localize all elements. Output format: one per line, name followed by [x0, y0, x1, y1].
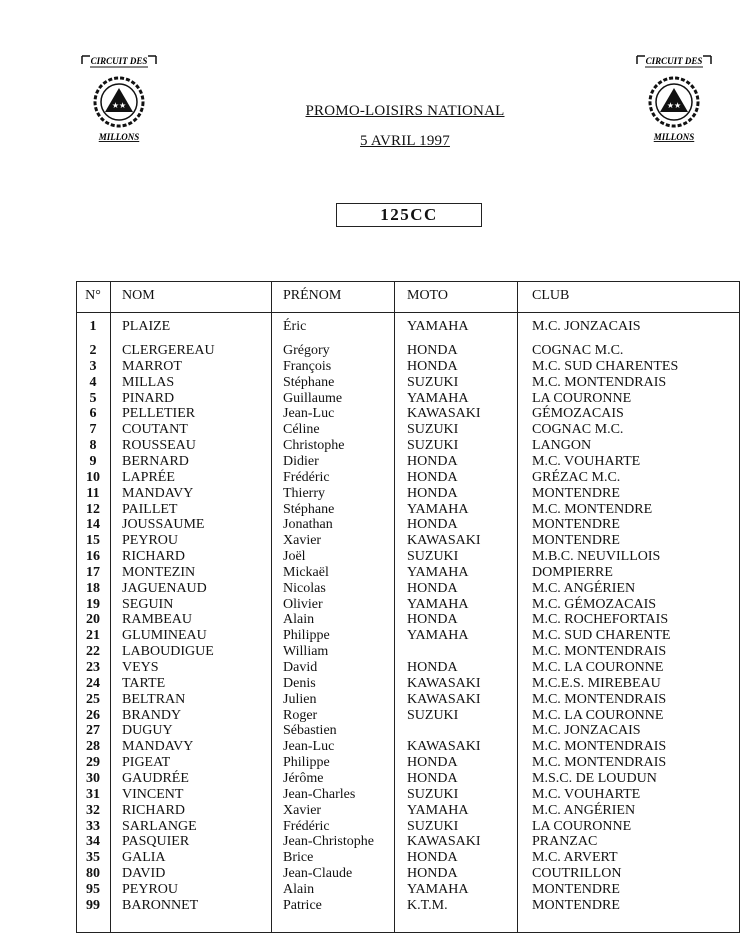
rider-lastname: PASQUIER — [122, 834, 190, 850]
rider-firstname: Philippe — [283, 755, 330, 771]
rider-number: 23 — [86, 660, 100, 675]
rider-club: DOMPIERRE — [532, 564, 613, 580]
table-row — [76, 882, 740, 898]
event-title — [30, 103, 750, 120]
rider-number: 24 — [86, 675, 100, 691]
rider-club: M.C. VOUHARTE — [532, 786, 641, 802]
rider-club: MONTENDRE — [532, 485, 620, 501]
column-header-nom: NOM — [122, 288, 155, 303]
table-row — [76, 771, 740, 787]
rider-firstname: Guillaume — [283, 390, 343, 406]
table-row — [76, 850, 740, 866]
rider-firstname: Jean-Luc — [283, 739, 335, 755]
rider-number: 35 — [86, 850, 100, 866]
rider-lastname: ROUSSEAU — [122, 438, 196, 454]
rider-lastname: COUTANT — [122, 422, 188, 438]
table-row — [76, 898, 740, 914]
rider-club: M.C. ANGÉRIEN — [532, 580, 636, 596]
rider-lastname: MONTEZIN — [122, 564, 196, 580]
table-row — [76, 470, 740, 486]
rider-number: 18 — [86, 580, 100, 596]
rider-bike: KAWASAKI — [407, 533, 481, 549]
rider-bike: SUZUKI — [407, 422, 459, 438]
rider-number: 22 — [86, 644, 100, 660]
rider-lastname: BERNARD — [122, 453, 189, 469]
rider-bike: YAMAHA — [407, 802, 469, 818]
rider-firstname: Philippe — [283, 628, 330, 644]
rider-firstname: Jean-Charles — [283, 786, 356, 802]
table-row — [76, 565, 740, 581]
rider-club: M.C. JONZACAIS — [532, 723, 641, 739]
rider-number: 3 — [89, 358, 97, 374]
rider-club: PRANZAC — [532, 834, 598, 850]
table-row — [76, 739, 740, 755]
rider-club: GÉMOZACAIS — [532, 406, 624, 422]
rider-club: COGNAC M.C. — [532, 422, 624, 438]
rider-lastname: DUGUY — [122, 723, 173, 739]
rider-lastname: DAVID — [122, 866, 166, 881]
rider-firstname: Joël — [283, 549, 306, 564]
rider-firstname: William — [283, 644, 329, 660]
table-row — [76, 581, 740, 597]
rider-firstname: Xavier — [283, 533, 322, 549]
rider-firstname: Mickaël — [283, 564, 329, 580]
column-header-num: N° — [85, 288, 101, 303]
rider-bike: HONDA — [407, 770, 458, 786]
svg-text:★★: ★★ — [111, 101, 127, 110]
rider-lastname: JAGUENAUD — [122, 580, 207, 596]
rider-firstname: Alain — [283, 881, 315, 897]
rider-number: 17 — [86, 564, 100, 580]
table-row — [76, 343, 740, 359]
rider-club: MONTENDRE — [532, 533, 620, 549]
rider-number: 1 — [89, 319, 97, 334]
rider-number: 8 — [89, 438, 97, 454]
rider-lastname: RAMBEAU — [122, 612, 193, 628]
rider-number: 29 — [86, 755, 100, 771]
rider-number: 16 — [86, 549, 100, 564]
rider-club: M.C. MONTENDRAIS — [532, 374, 667, 390]
rider-lastname: PEYROU — [122, 881, 179, 897]
rider-number: 7 — [89, 422, 97, 438]
table-row — [76, 406, 740, 422]
table-row — [76, 723, 740, 739]
rider-lastname: BRANDY — [122, 707, 182, 723]
rider-firstname: Jean-Christophe — [283, 834, 374, 850]
rider-number: 20 — [86, 612, 100, 628]
rider-number: 10 — [86, 469, 100, 485]
rider-lastname: VEYS — [122, 660, 159, 675]
rider-bike: HONDA — [407, 453, 458, 469]
rider-number: 25 — [86, 691, 100, 707]
rider-lastname: BARONNET — [122, 897, 199, 913]
rider-lastname: RICHARD — [122, 549, 186, 564]
rider-bike: HONDA — [407, 358, 458, 374]
table-row — [76, 676, 740, 692]
rider-club: LANGON — [532, 438, 592, 454]
rider-club: M.C. MONTENDRAIS — [532, 691, 667, 707]
rider-lastname: BELTRAN — [122, 691, 186, 707]
rider-club: M.C. LA COURONNE — [532, 660, 664, 675]
logo-bottom-text: MILLONS — [653, 132, 695, 142]
logo-top-text: CIRCUIT DES — [90, 56, 148, 66]
table-row — [76, 803, 740, 819]
table-row — [76, 486, 740, 502]
table-row — [76, 692, 740, 708]
rider-firstname: Christophe — [283, 438, 345, 454]
rider-firstname: Stéphane — [283, 374, 335, 390]
event-date-text: 5 AVRIL 1997 — [360, 133, 450, 149]
table-row — [76, 422, 740, 438]
rider-bike: SUZUKI — [407, 438, 459, 454]
rider-firstname: Jean-Claude — [283, 866, 353, 881]
rider-lastname: PIGEAT — [122, 755, 171, 771]
rider-bike: YAMAHA — [407, 596, 469, 612]
rider-lastname: MANDAVY — [122, 739, 194, 755]
rider-bike: HONDA — [407, 517, 458, 533]
rider-club: COGNAC M.C. — [532, 343, 624, 358]
table-row — [76, 438, 740, 454]
rider-number: 9 — [89, 453, 97, 469]
rider-club: M.C. LA COURONNE — [532, 707, 664, 723]
rider-club: M.C. ARVERT — [532, 850, 618, 866]
rider-club: M.B.C. NEUVILLOIS — [532, 549, 661, 564]
rider-number: 95 — [86, 881, 100, 897]
rider-lastname: PELLETIER — [122, 406, 196, 422]
rider-firstname: Brice — [283, 850, 314, 866]
rider-firstname: Roger — [283, 707, 318, 723]
rider-club: M.C. ROCHEFORTAIS — [532, 612, 669, 628]
rider-bike: HONDA — [407, 469, 458, 485]
rider-club: M.C. MONTENDRAIS — [532, 644, 667, 660]
rider-lastname: MARROT — [122, 358, 182, 374]
rider-club: MONTENDRE — [532, 897, 620, 913]
rider-club: GRÉZAC M.C. — [532, 469, 621, 485]
rider-number: 26 — [86, 707, 100, 723]
rider-bike: YAMAHA — [407, 564, 469, 580]
rider-firstname: Didier — [283, 453, 319, 469]
rider-firstname: Céline — [283, 422, 320, 438]
results-table — [76, 281, 740, 933]
rider-lastname: GLUMINEAU — [122, 628, 207, 644]
rider-lastname: GALIA — [122, 850, 166, 866]
table-row — [76, 787, 740, 803]
rider-number: 11 — [86, 485, 100, 501]
event-date — [30, 133, 750, 150]
rider-firstname: Thierry — [283, 485, 325, 501]
rider-club: M.S.C. DE LOUDUN — [532, 770, 657, 786]
rider-club: M.C. SUD CHARENTES — [532, 358, 679, 374]
rider-lastname: PEYROU — [122, 533, 179, 549]
category-box: 125CC — [336, 203, 482, 227]
table-row — [76, 319, 740, 335]
rider-lastname: LABOUDIGUE — [122, 644, 214, 660]
table-row — [76, 660, 740, 676]
rider-firstname: Frédéric — [283, 818, 330, 834]
rider-bike: HONDA — [407, 343, 458, 358]
rider-firstname: Julien — [283, 691, 317, 707]
column-header-club: CLUB — [532, 288, 570, 303]
rider-lastname: LAPRÉE — [122, 469, 175, 485]
rider-firstname: Denis — [283, 675, 316, 691]
rider-firstname: Frédéric — [283, 469, 330, 485]
rider-number: 5 — [89, 390, 97, 406]
rider-firstname: Grégory — [283, 343, 330, 358]
rider-club: M.C. MONTENDRAIS — [532, 755, 667, 771]
rider-lastname: JOUSSAUME — [122, 517, 205, 533]
rider-number: 27 — [86, 723, 100, 739]
rider-number: 28 — [86, 739, 100, 755]
rider-club: M.C. MONTENDRE — [532, 501, 653, 517]
rider-bike: KAWASAKI — [407, 406, 481, 422]
rider-bike: KAWASAKI — [407, 691, 481, 707]
rider-number: 4 — [89, 374, 97, 390]
rider-firstname: David — [283, 660, 318, 675]
rider-firstname: Jean-Luc — [283, 406, 335, 422]
table-row — [76, 834, 740, 850]
rider-firstname: Olivier — [283, 596, 323, 612]
table-row — [76, 628, 740, 644]
rider-bike: SUZUKI — [407, 818, 459, 834]
logo-top-text: CIRCUIT DES — [645, 56, 703, 66]
rider-firstname: Sébastien — [283, 723, 337, 739]
table-row — [76, 708, 740, 724]
rider-number: 21 — [86, 628, 100, 644]
rider-bike: SUZUKI — [407, 549, 459, 564]
rider-number: 30 — [86, 770, 100, 786]
rider-lastname: SARLANGE — [122, 818, 197, 834]
table-row — [76, 359, 740, 375]
rider-number: 6 — [89, 406, 97, 422]
column-header-moto: MOTO — [407, 288, 448, 303]
rider-bike: SUZUKI — [407, 374, 459, 390]
rider-firstname: Alain — [283, 612, 315, 628]
table-row — [76, 454, 740, 470]
rider-bike: KAWASAKI — [407, 739, 481, 755]
table-row — [76, 502, 740, 518]
rider-bike: YAMAHA — [407, 501, 469, 517]
rider-firstname: Jérôme — [283, 770, 324, 786]
rider-bike: YAMAHA — [407, 628, 469, 644]
rider-bike: HONDA — [407, 612, 458, 628]
rider-club: M.C. SUD CHARENTE — [532, 628, 671, 644]
rider-firstname: François — [283, 358, 332, 374]
table-row — [76, 597, 740, 613]
rider-bike: HONDA — [407, 660, 458, 675]
rider-bike: YAMAHA — [407, 881, 469, 897]
rider-number: 33 — [86, 818, 100, 834]
rider-number: 14 — [86, 517, 100, 533]
rider-bike: KAWASAKI — [407, 834, 481, 850]
rider-bike: HONDA — [407, 850, 458, 866]
rider-club: M.C. JONZACAIS — [532, 319, 641, 334]
rider-club: M.C. VOUHARTE — [532, 453, 641, 469]
rider-bike: HONDA — [407, 580, 458, 596]
rider-club: COUTRILLON — [532, 866, 622, 881]
rider-club: LA COURONNE — [532, 818, 632, 834]
rider-firstname: Stéphane — [283, 501, 335, 517]
rider-bike: HONDA — [407, 755, 458, 771]
rider-club: MONTENDRE — [532, 517, 620, 533]
rider-bike: SUZUKI — [407, 707, 459, 723]
table-row — [76, 644, 740, 660]
rider-club: MONTENDRE — [532, 881, 620, 897]
table-row — [76, 819, 740, 835]
rider-bike: YAMAHA — [407, 319, 469, 334]
rider-number: 80 — [86, 866, 100, 881]
rider-club: LA COURONNE — [532, 390, 632, 406]
rider-lastname: TARTE — [122, 675, 166, 691]
rider-lastname: PAILLET — [122, 501, 178, 517]
rider-firstname: Xavier — [283, 802, 322, 818]
table-row — [76, 375, 740, 391]
table-row — [76, 866, 740, 882]
rider-number: 99 — [86, 897, 100, 913]
rider-firstname: Éric — [283, 319, 307, 334]
table-row — [76, 391, 740, 407]
rider-number: 34 — [86, 834, 100, 850]
rider-number: 31 — [86, 786, 100, 802]
table-row — [76, 533, 740, 549]
rider-bike: HONDA — [407, 485, 458, 501]
rider-club: M.C. MONTENDRAIS — [532, 739, 667, 755]
rider-bike: SUZUKI — [407, 786, 459, 802]
event-title-text: PROMO-LOISIRS NATIONAL — [305, 103, 505, 119]
rider-firstname: Jonathan — [283, 517, 333, 533]
rider-firstname: Nicolas — [283, 580, 326, 596]
rider-lastname: MILLAS — [122, 374, 175, 390]
column-header-prenom: PRÉNOM — [283, 288, 342, 303]
table-row — [76, 517, 740, 533]
table-row — [76, 755, 740, 771]
rider-club: M.C. GÉMOZACAIS — [532, 596, 657, 612]
rider-lastname: RICHARD — [122, 802, 186, 818]
rider-lastname: PLAIZE — [122, 319, 171, 334]
rider-firstname: Patrice — [283, 897, 322, 913]
rider-number: 2 — [89, 343, 97, 358]
rider-bike: YAMAHA — [407, 390, 469, 406]
rider-club: M.C. ANGÉRIEN — [532, 802, 636, 818]
rider-lastname: PINARD — [122, 390, 175, 406]
rider-number: 12 — [86, 501, 100, 517]
header-divider — [76, 312, 740, 313]
rider-lastname: VINCENT — [122, 786, 184, 802]
table-row — [76, 549, 740, 565]
table-row — [76, 612, 740, 628]
rider-number: 32 — [86, 802, 100, 818]
rider-bike: K.T.M. — [407, 897, 448, 913]
rider-bike: HONDA — [407, 866, 458, 881]
rider-number: 19 — [86, 596, 100, 612]
rider-number: 15 — [86, 533, 100, 549]
rider-lastname: MANDAVY — [122, 485, 194, 501]
svg-text:★★: ★★ — [666, 101, 682, 110]
rider-lastname: CLERGEREAU — [122, 343, 215, 358]
rider-bike: KAWASAKI — [407, 675, 481, 691]
logo-bottom-text: MILLONS — [98, 132, 140, 142]
rider-club: M.C.E.S. MIREBEAU — [532, 675, 661, 691]
rider-lastname: GAUDRÉE — [122, 770, 189, 786]
rider-lastname: SEGUIN — [122, 596, 174, 612]
